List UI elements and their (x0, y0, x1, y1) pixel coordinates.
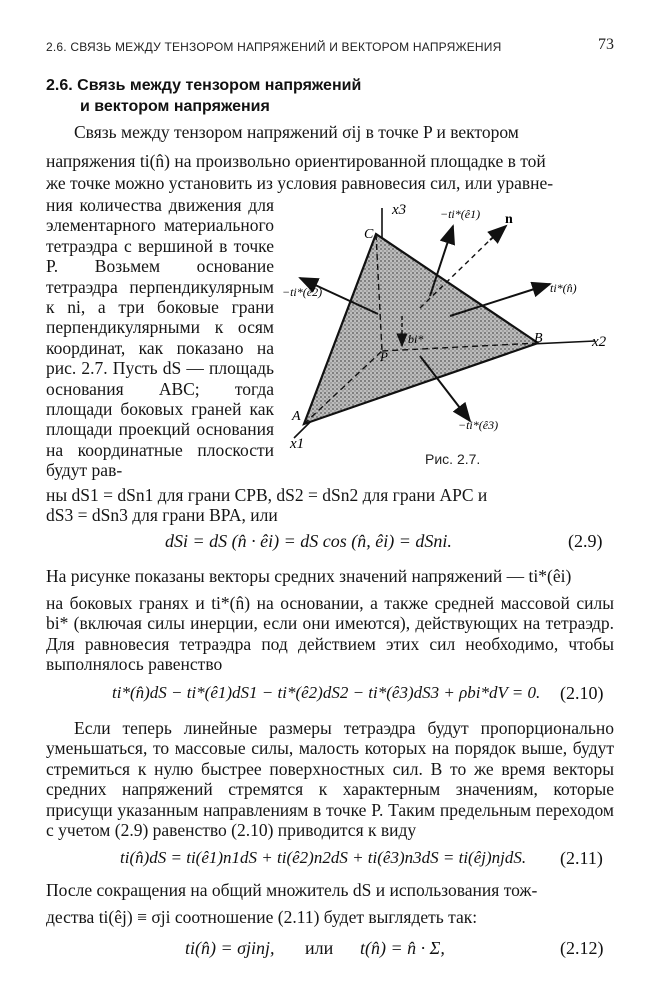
label-t-e2: −ti*(ê2) (282, 285, 323, 299)
p2-rest: на боковых гранях и ti*(n̂) на основании, а также средней массовой силы bi* (включая силы инерции, если они имеются), действующих на тетраэдр. Для равновесия тетраэдра под действием этих сил необходимо, чтобы выполнялось равенство (46, 593, 614, 675)
p1-wrapped: ния количества движения для элементарного материального тетраэдра с вершиной в точке P. Возьмем основание тетраэдра перпендикулярным к ni, а три боковые грани перпендикулярными к осям координат, как показано на рис. 2.7. Пусть dS — площадь основания ABC; тогда площади боковых граней как площади проекций основания на координатные плоскости будут рав- (46, 195, 274, 481)
p1-line2: напряжения ti(n̂) на произвольно ориентированной площадке в той (46, 151, 546, 171)
label-b-star: bi* (408, 332, 424, 346)
p2-line1: На рисунке показаны векторы средних значений напряжений — ti*(êi) (46, 566, 572, 586)
equation-2-9: dSi = dS (n̂ · êi) = dS cos (n̂, êi) = dSni. (165, 531, 452, 551)
running-header: 2.6. СВЯЗЬ МЕЖДУ ТЕНЗОРОМ НАПРЯЖЕНИЙ И ВЕКТОРОМ НАПРЯЖЕНИЯ (46, 40, 502, 54)
p3: Если теперь линейные размеры тетраэдра будут пропорционально уменьшаться, то массовые силы, малость которых на порядок выше, будут стремиться к нулю быстрее поверхностных сил. В то же время векторы средних напряжений стремятся к характерным значениям, которые присущи указанным направлениям в точке P. Таким предельным переходом с учетом (2.9) равенство (2.10) приводится к виду (46, 718, 614, 841)
tetrahedron-diagram (280, 196, 620, 466)
equation-2-10: ti*(n̂)dS − ti*(ê1)dS1 − ti*(ê2)dS2 − ti*(ê3)dS3 + ρbi*dV = 0. (112, 683, 541, 702)
label-n: n (505, 212, 513, 227)
vector-n (490, 226, 506, 240)
wrapped-text-column (46, 195, 274, 481)
label-t-e3: −ti*(ê3) (458, 418, 499, 432)
equation-2-11: ti(n̂)dS = ti(ê1)n1dS + ti(ê2)n2dS + ti(ê3)n3dS = ti(êj)njdS. (120, 848, 527, 867)
equation-2-12-connector: или (305, 938, 334, 958)
label-c: C (364, 227, 374, 242)
p4-line2: дества ti(êj) ≡ σji соотношение (2.11) будет выглядеть так: (46, 907, 478, 927)
section-title-line2: и вектором напряжения (80, 98, 270, 115)
p4-line1: После сокращения на общий множитель dS и использования тож- (46, 880, 538, 900)
equation-2-12-left: ti(n̂) = σjinj, (185, 938, 275, 958)
label-b: B (534, 331, 543, 346)
p1-after-line1: ны dS1 = dSn1 для грани CPB, dS2 = dSn2 для грани APC и (46, 485, 488, 505)
label-t-n: ti*(n̂) (550, 281, 577, 295)
figure-2-7 (280, 196, 620, 466)
equation-2-11-number: (2.11) (560, 848, 603, 868)
label-x1: x1 (290, 436, 305, 452)
label-p: P (380, 349, 388, 364)
label-x3: x3 (392, 202, 407, 218)
section-title-line1: 2.6. Связь между тензором напряжений (46, 77, 362, 94)
p1-after-line2: dS3 = dSn3 для грани BPA, или (46, 505, 278, 525)
figure-caption: Рис. 2.7. (425, 451, 481, 467)
equation-2-12-number: (2.12) (560, 938, 604, 958)
face-abc (304, 234, 538, 424)
equation-2-10-number: (2.10) (560, 683, 604, 703)
page-number: 73 (598, 36, 614, 53)
label-a: A (292, 409, 301, 424)
p1-line3: же точке можно установить из условия равновесия сил, или уравне- (46, 173, 554, 193)
equation-2-12-right: t(n̂) = n̂ · Σ, (360, 938, 445, 958)
equation-2-9-number: (2.9) (568, 531, 603, 551)
label-t-e1: −ti*(ê1) (440, 207, 481, 221)
section-title (46, 75, 446, 117)
p1-line1: Связь между тензором напряжений σij в точке P и вектором (74, 122, 519, 142)
label-x2: x2 (592, 334, 607, 350)
